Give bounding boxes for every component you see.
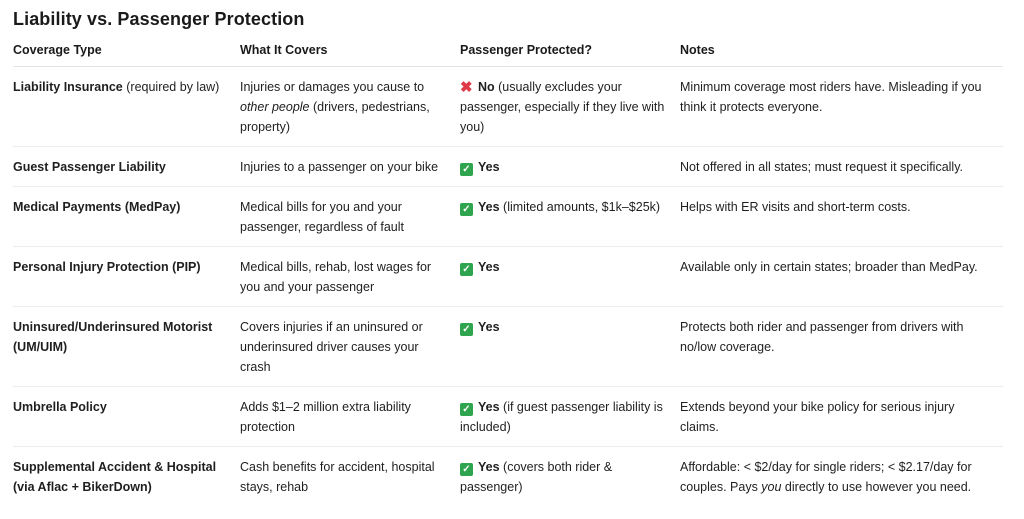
check-mark-icon: ✓ [460,263,473,276]
coverage-type-cell [13,387,240,447]
passenger-protected-cell [460,447,680,507]
verdict-label: Yes [478,460,500,474]
coverage-type-cell [13,187,240,247]
covers-emphasis: other people [240,100,310,114]
cross-mark-icon: ✖ [460,79,473,96]
passenger-protected-cell [460,307,680,387]
verdict-label: Yes [478,400,500,414]
what-it-covers-cell [240,447,460,507]
check-mark-icon: ✓ [460,163,473,176]
table-row [13,307,1003,387]
notes-cell [680,67,1003,147]
covers-text: Medical bills for you and your passenger, regardless of fault [240,200,404,234]
notes-text-tail: directly to use however you need. [781,480,972,494]
notes-text: Not offered in all states; must request it specifically. [680,160,963,174]
check-mark-icon: ✓ [460,403,473,416]
check-mark-icon: ✓ [460,463,473,476]
notes-text: Extends beyond your bike policy for serious injury claims. [680,400,955,434]
covers-text: Injuries or damages you cause to [240,80,425,94]
notes-text: Protects both rider and passenger from drivers with no/low coverage. [680,320,964,354]
coverage-name: Umbrella Policy [13,400,107,414]
coverage-type-cell [13,447,240,507]
coverage-type-cell [13,247,240,307]
notes-text: Affordable: < $2/day for single riders; < $2.17/day for couples. Pays [680,460,972,494]
verdict-note: (limited amounts, $1k–$25k) [499,200,661,214]
verdict-note: (if guest passenger liability is included) [460,400,663,434]
check-mark-icon: ✓ [460,203,473,216]
coverage-name-suffix: (required by law) [122,80,220,94]
passenger-protected-cell [460,67,680,147]
verdict-label: Yes [478,200,500,214]
table-row [13,67,1003,147]
page-title: Liability vs. Passenger Protection [13,9,305,29]
notes-text: Available only in certain states; broader than MedPay. [680,260,978,274]
verdict-label: Yes [478,160,500,174]
coverage-name: Personal Injury Protection (PIP) [13,260,201,274]
notes-text: Helps with ER visits and short-term costs. [680,200,911,214]
coverage-type-cell [13,307,240,387]
table-row [13,147,1003,187]
coverage-name: Uninsured/Underinsured Motorist (UM/UIM) [13,320,213,354]
covers-text: Medical bills, rehab, lost wages for you and your passenger [240,260,432,294]
coverage-table [13,43,1003,506]
notes-emphasis: you [761,480,782,494]
what-it-covers-cell [240,247,460,307]
passenger-protected-cell [460,387,680,447]
verdict-note: (usually excludes your passenger, especially if they live with you) [460,80,665,134]
coverage-name: Guest Passenger Liability [13,160,166,174]
notes-cell [680,147,1003,187]
table-header-row [13,43,1003,67]
covers-text: Injuries to a passenger on your bike [240,160,439,174]
table-row [13,247,1003,307]
header-passenger-protected: Passenger Protected? [460,43,680,67]
coverage-type-cell [13,67,240,147]
passenger-protected-cell [460,187,680,247]
what-it-covers-cell [240,187,460,247]
notes-cell [680,247,1003,307]
coverage-name: Supplemental Accident & Hospital (via Aflac + BikerDown) [13,460,217,494]
covers-text: Adds $1–2 million extra liability protection [240,400,411,434]
header-what-it-covers: What It Covers [240,43,460,67]
verdict-label: Yes [478,320,500,334]
passenger-protected-cell [460,147,680,187]
coverage-name: Medical Payments (MedPay) [13,200,181,214]
covers-text: Covers injuries if an uninsured or underinsured driver causes your crash [240,320,423,374]
notes-text: Minimum coverage most riders have. Misleading if you think it protects everyone. [680,80,982,114]
table-row [13,387,1003,447]
notes-cell [680,447,1003,507]
passenger-protected-cell [460,247,680,307]
notes-cell [680,387,1003,447]
what-it-covers-cell [240,147,460,187]
notes-cell [680,307,1003,387]
what-it-covers-cell [240,307,460,387]
verdict-note: (covers both rider & passenger) [460,460,613,494]
verdict-label: No [478,80,495,94]
notes-cell [680,187,1003,247]
table-row [13,187,1003,247]
what-it-covers-cell [240,387,460,447]
header-notes: Notes [680,43,1003,67]
covers-text-tail: (drivers, pedestrians, property) [240,100,430,134]
header-coverage-type: Coverage Type [13,43,240,67]
check-mark-icon: ✓ [460,323,473,336]
coverage-name: Liability Insurance [13,80,123,94]
coverage-type-cell [13,147,240,187]
table-row [13,447,1003,507]
what-it-covers-cell [240,67,460,147]
verdict-label: Yes [478,260,500,274]
covers-text: Cash benefits for accident, hospital stays, rehab [240,460,435,494]
